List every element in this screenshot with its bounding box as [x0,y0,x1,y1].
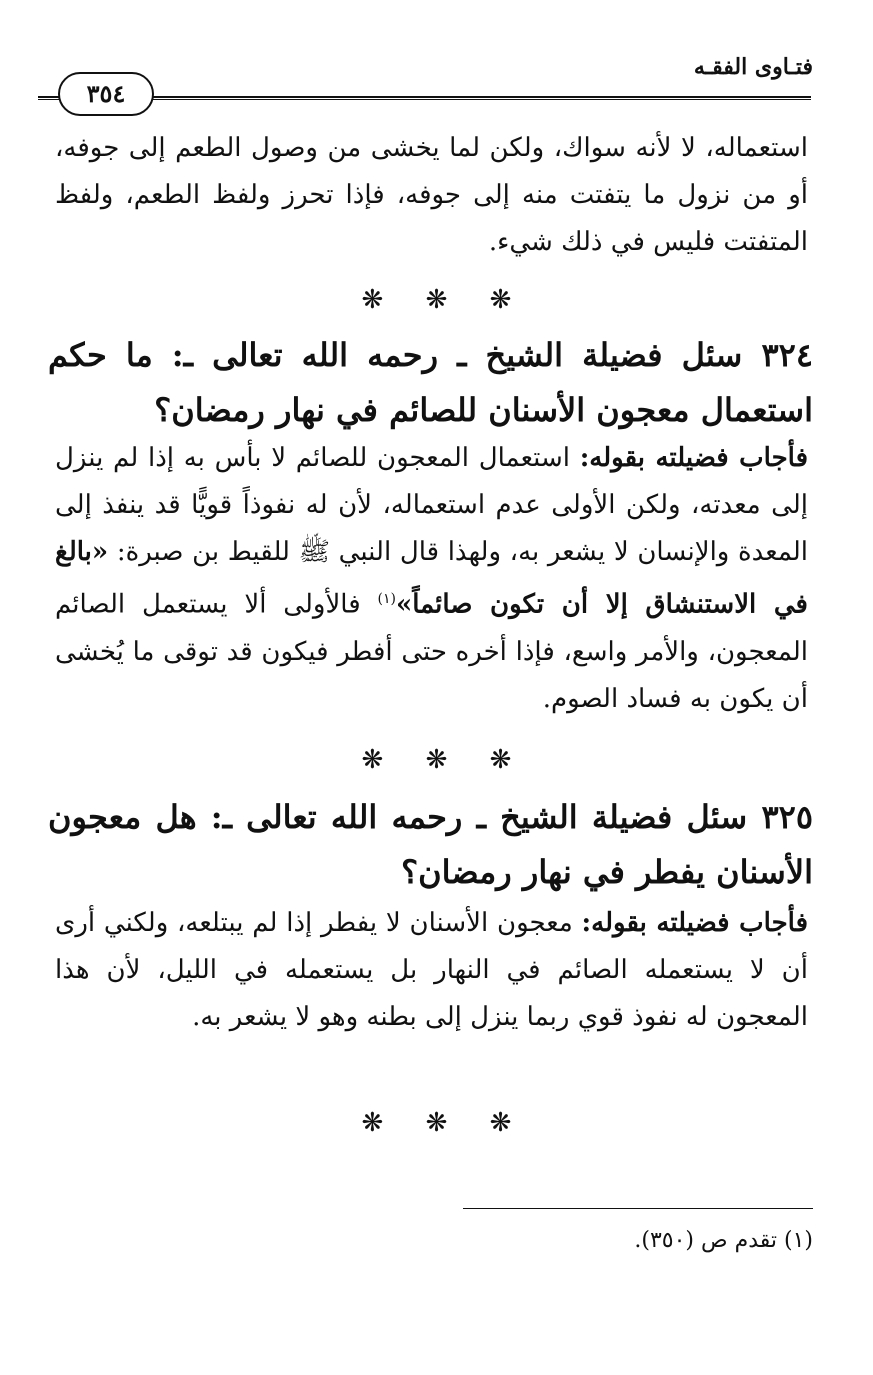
section-separator: ❋ ❋ ❋ [361,745,512,775]
answer-324 [55,435,808,723]
answer-324-text: استعمال المعجون للصائم لا بأس به إذا لم ينزل إلى معدته، ولكن الأولى عدم استعماله، لأن له نفوذاً قويًّا قد ينفذ إلى المعدة والإنسان لا يشعر به، ولهذا قال النبي ﷺ للقيط بن صبرة: [55,443,808,567]
answer-324-text-cont: فالأولى ألا يستعمل الصائم المعجون، والأمر واسع، فإذا أخره حتى أفطر فيكون قد توقى ما يُخشى أن يكون به فساد الصوم. [55,589,808,714]
header-rule [38,96,811,100]
answer-325 [55,900,808,1041]
answer-325-text: معجون الأسنان لا يفطر إذا لم يبتلعه، ولكني أرى أن لا يستعمله الصائم في النهار بل يستعمله في الليل، لأن هذا المعجون له نفوذ قوي ربما ينزل إلى بطنه وهو لا يشعر به. [55,908,808,1032]
hadith-quote: «بالغ في الاستنشاق إلا أن تكون صائماً» [55,537,808,620]
question-325-heading: ٣٢٥ سئل فضيلة الشيخ ـ رحمه الله تعالى ـ: هل معجون الأسنان يفطر في نهار رمضان؟ [48,798,813,891]
question-324-heading: ٣٢٤ سئل فضيلة الشيخ ـ رحمه الله تعالى ـ: ما حكم استعمال معجون الأسنان للصائم في نهار رمضان؟ [48,336,813,429]
answer-lead: فأجاب فضيلته بقوله: [579,443,808,473]
section-separator: ❋ ❋ ❋ [361,285,512,315]
book-title: فتـاوى الفقـه [693,54,813,80]
page-number: ٣٥٤ [58,72,154,116]
footnote: (١) تقدم ص (٣٥٠). [634,1228,813,1253]
answer-lead: فأجاب فضيلته بقوله: [581,908,808,938]
section-separator: ❋ ❋ ❋ [361,1108,512,1138]
footnote-rule [463,1208,813,1209]
paragraph-continuation: استعماله، لا لأنه سواك، ولكن لما يخشى من وصول الطعم إلى جوفه، أو من نزول ما يتفتت منه إلى جوفه، فإذا تحرز ولفظ الطعم، ولفظ المتفتت فليس في ذلك شيء. [55,133,808,257]
footnote-reference: (١) [377,591,396,607]
